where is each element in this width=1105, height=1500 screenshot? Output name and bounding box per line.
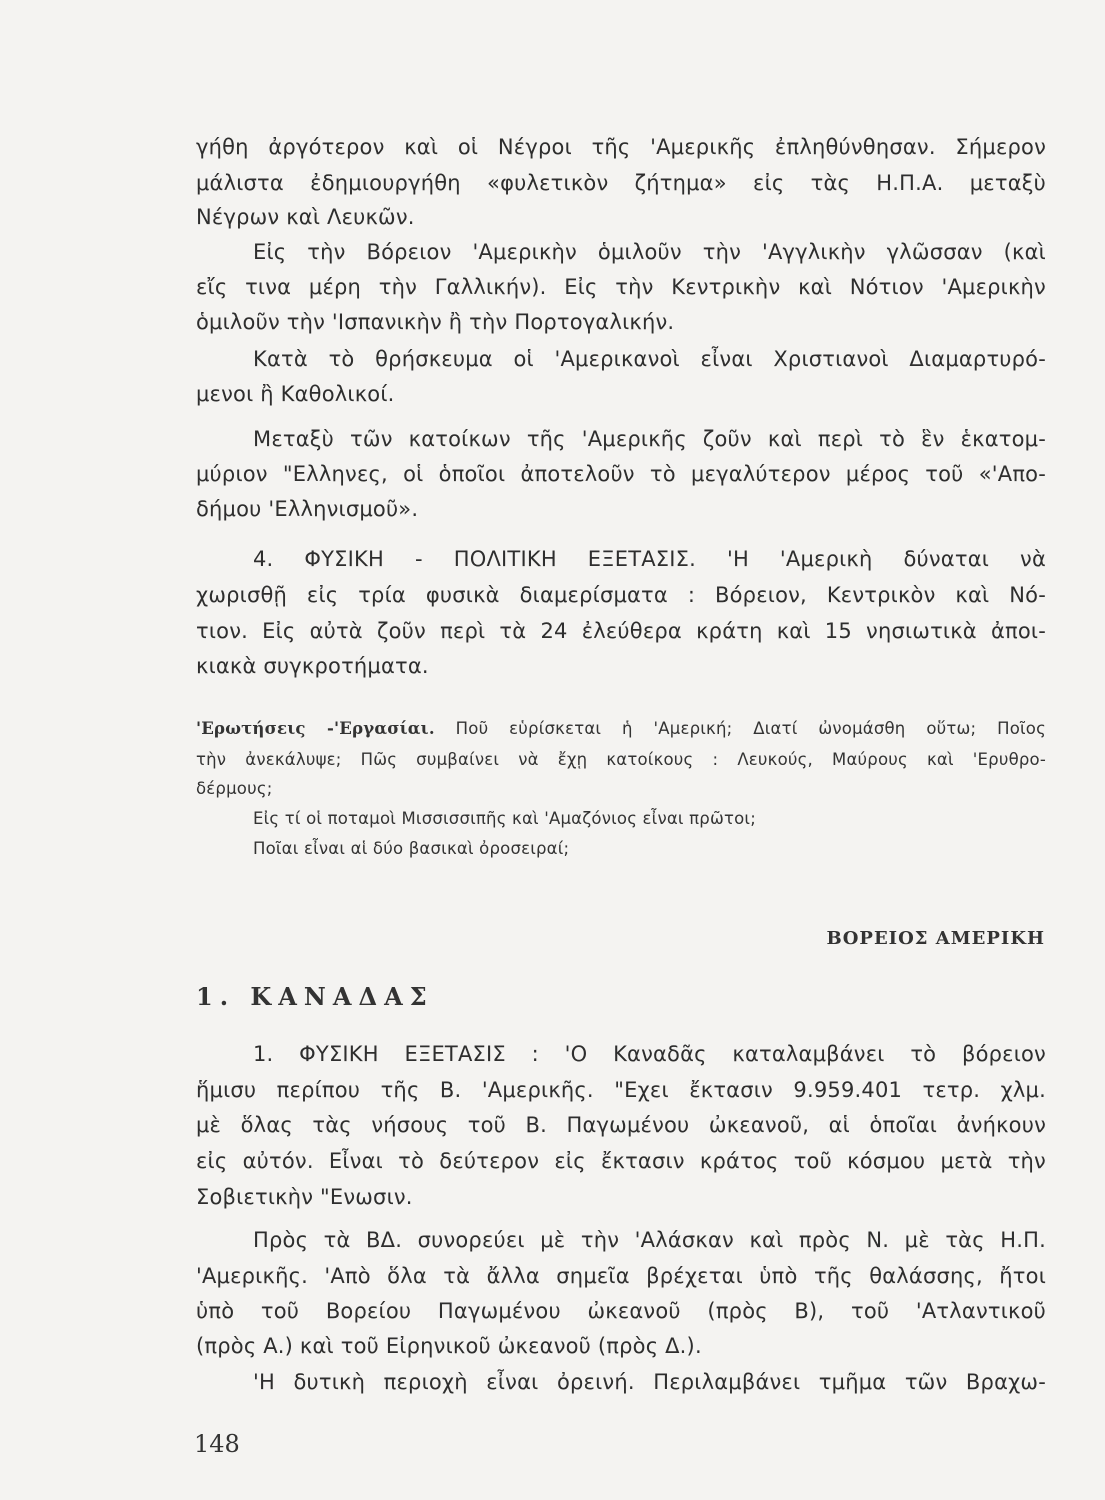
text-line: μάλιστα ἐδημιουργήθη «φυλετικὸν ζήτημα» εἰς τὰς Η.Π.Α. μεταξὺ: [196, 171, 1046, 195]
text-line: ὁμιλοῦν τὴν 'Ισπανικὴν ἢ τὴν Πορτογαλικήν.: [196, 310, 675, 334]
text-line: γήθη ἀργότερον καὶ οἱ Νέγροι τῆς 'Αμερικῆς ἐπληθύνθησαν. Σήμερον: [196, 135, 1046, 159]
questions-text: Ποῦ εὑρίσκεται ἡ 'Αμερική; Διατί ὠνομάσθη οὕτω; Ποῖος: [434, 719, 1046, 738]
section-heading: ΒΟΡΕΙΟΣ ΑΜΕΡΙΚΗ: [826, 928, 1045, 949]
text-line: Νέγρων καὶ Λευκῶν.: [196, 205, 415, 229]
questions-line: Εἰς τί οἱ ποταμοὶ Μισσισσιπῆς καὶ 'Αμαζόνιος εἶναι πρῶτοι;: [253, 809, 756, 828]
text-line: Πρὸς τὰ ΒΔ. συνορεύει μὲ τὴν 'Αλάσκαν καὶ πρὸς Ν. μὲ τὰς Η.Π.: [253, 1228, 1046, 1252]
text-line: ὑπὸ τοῦ Βορείου Παγωμένου ὠκεανοῦ (πρὸς Β), τοῦ 'Ατλαντικοῦ: [196, 1299, 1046, 1323]
text-line: εἴς τινα μέρη τὴν Γαλλικήν). Εἰς τὴν Κεντρικὴν καὶ Νότιον 'Αμερικὴν: [196, 275, 1046, 299]
text-line: εἰς αὐτόν. Εἶναι τὸ δεύτερον εἰς ἔκτασιν κράτος τοῦ κόσμου μετὰ τὴν: [196, 1149, 1046, 1173]
text-line: ἥμισυ περίπου τῆς Β. 'Αμερικῆς. "Εχει ἔκτασιν 9.959.401 τετρ. χλμ.: [196, 1078, 1046, 1102]
questions-line: τὴν ἀνεκάλυψε; Πῶς συμβαίνει νὰ ἔχῃ κατοίκους : Λευκούς, Μαύρους καὶ 'Ερυθρο-: [196, 750, 1046, 769]
text-line: μύριον "Ελληνες, οἱ ὁποῖοι ἀποτελοῦν τὸ μεγαλύτερον μέρος τοῦ «'Απο-: [196, 462, 1046, 486]
questions-line: δέρμους;: [196, 779, 273, 798]
text-line: 'Η δυτικὴ περιοχὴ εἶναι ὀρεινή. Περιλαμβάνει τμῆμα τῶν Βραχω-: [253, 1370, 1046, 1394]
text-line: 'Αμερικῆς. 'Απὸ ὅλα τὰ ἄλλα σημεῖα βρέχεται ὑπὸ τῆς θαλάσσης, ἤτοι: [196, 1264, 1046, 1288]
text-line: κιακὰ συγκροτήματα.: [196, 654, 429, 678]
text-line: Μεταξὺ τῶν κατοίκων τῆς 'Αμερικῆς ζοῦν καὶ περὶ τὸ ἓν ἑκατομ-: [253, 427, 1046, 451]
page-number: 148: [194, 1430, 240, 1458]
text-line: 1. ΦΥΣΙΚΗ ΕΞΕΤΑΣΙΣ : 'Ο Καναδᾶς καταλαμβάνει τὸ βόρειον: [253, 1042, 1046, 1066]
text-line: 4. ΦΥΣΙΚΗ - ΠΟΛΙΤΙΚΗ ΕΞΕΤΑΣΙΣ. 'Η 'Αμερικὴ δύναται νὰ: [253, 547, 1046, 571]
text-line: Σοβιετικὴν "Ενωσιν.: [196, 1185, 413, 1209]
text-line: (πρὸς Α.) καὶ τοῦ Εἰρηνικοῦ ὠκεανοῦ (πρὸς Δ.).: [196, 1334, 702, 1358]
text-line: μὲ ὅλας τὰς νήσους τοῦ Β. Παγωμένου ὠκεανοῦ, αἱ ὁποῖαι ἀνήκουν: [196, 1113, 1046, 1137]
chapter-heading: 1. ΚΑΝΑΔΑΣ: [196, 982, 434, 1011]
questions-label: 'Ερωτήσεις -'Εργασίαι.: [196, 719, 435, 738]
text-line: Εἰς τὴν Βόρειον 'Αμερικὴν ὁμιλοῦν τὴν 'Αγγλικὴν γλῶσσαν (καὶ: [253, 240, 1046, 264]
text-line: δήμου 'Ελληνισμοῦ».: [196, 497, 419, 521]
text-line: Κατὰ τὸ θρήσκευμα οἱ 'Αμερικανοὶ εἶναι Χριστιανοὶ Διαμαρτυρό-: [253, 347, 1046, 371]
text-line: μενοι ἢ Καθολικοί.: [196, 382, 395, 406]
text-line: χωρισθῇ εἰς τρία φυσικὰ διαμερίσματα : Βόρειον, Κεντρικὸν καὶ Νό-: [196, 583, 1046, 607]
questions-line: [196, 718, 1046, 740]
questions-line: Ποῖαι εἶναι αἱ δύο βασικαὶ ὀροσειραί;: [253, 839, 570, 858]
text-line: τιον. Εἰς αὐτὰ ζοῦν περὶ τὰ 24 ἐλεύθερα κράτη καὶ 15 νησιωτικὰ ἀποι-: [196, 619, 1046, 643]
